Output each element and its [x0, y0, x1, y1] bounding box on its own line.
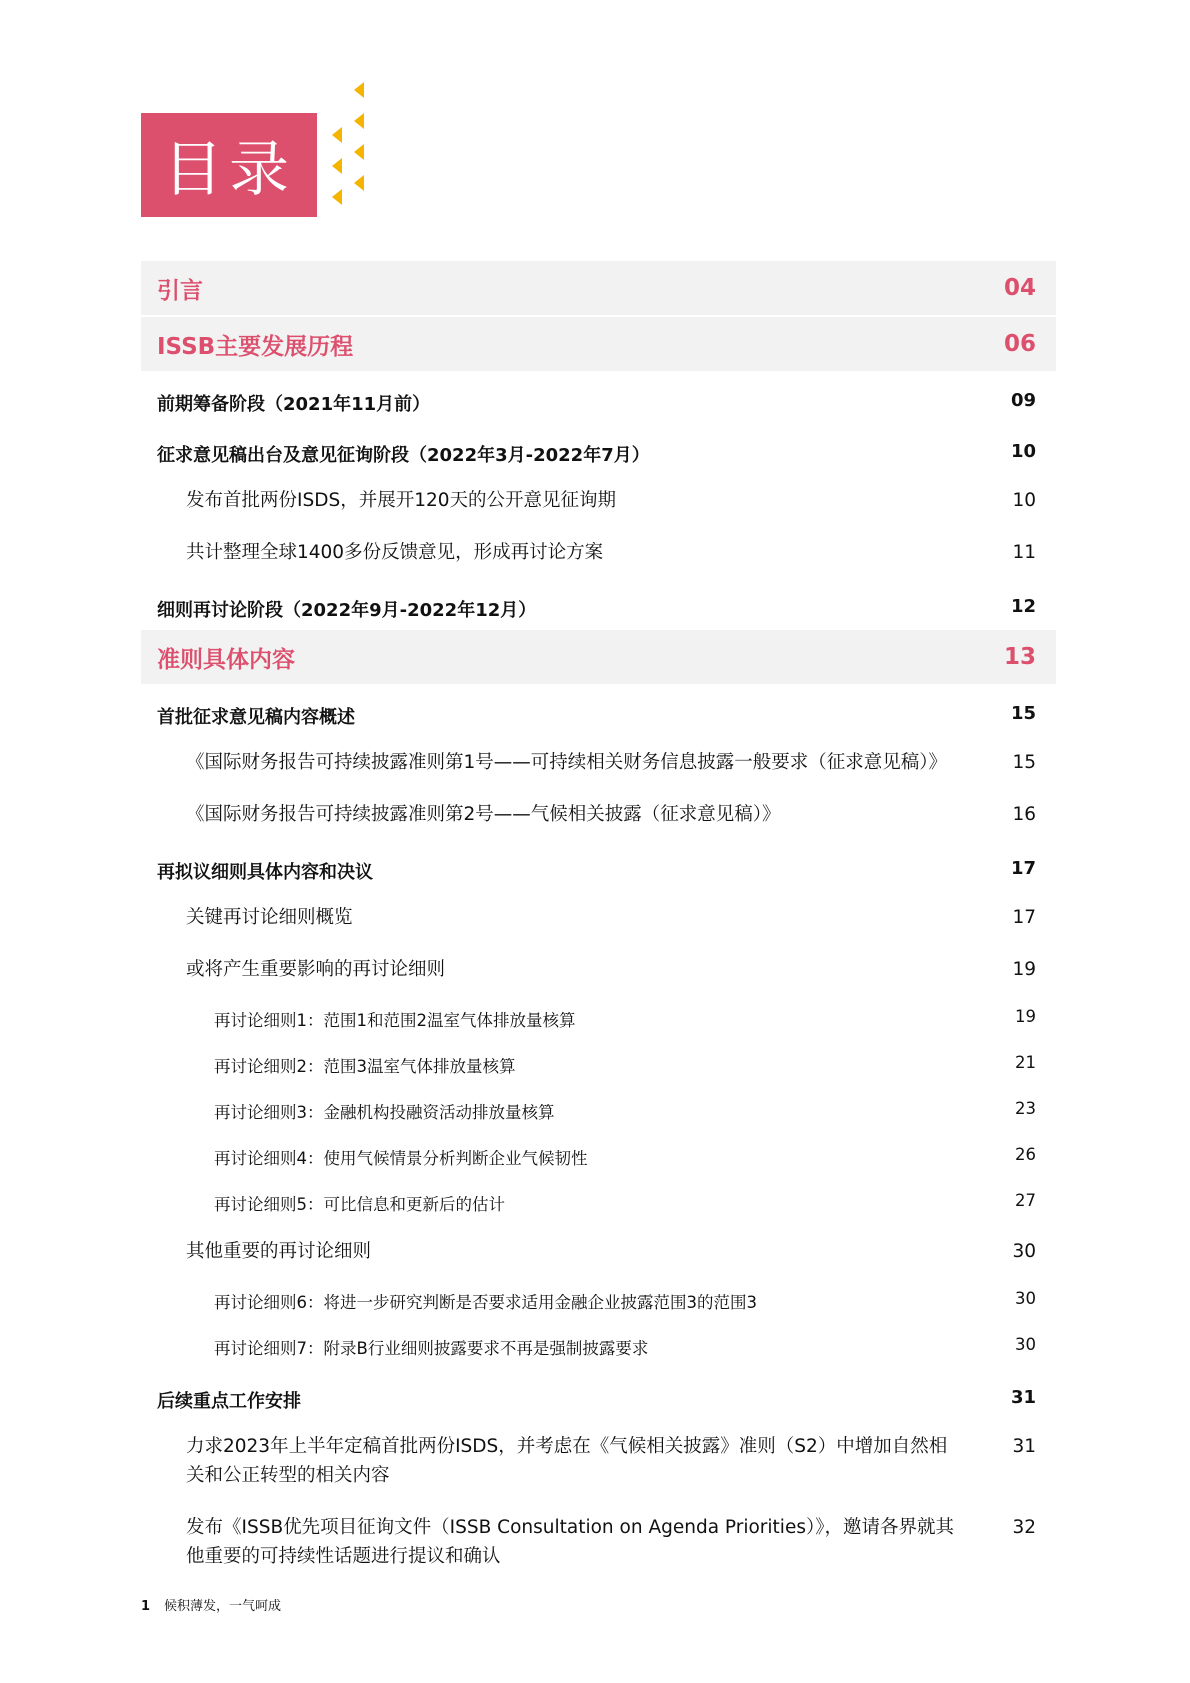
toc-entry-page: 12 [1010, 596, 1036, 617]
toc-entry-title: 再拟议细则具体内容和决议 [157, 862, 373, 883]
toc-entry[interactable] [141, 527, 1056, 579]
toc-entry[interactable] [141, 789, 1056, 841]
toc-entry-title: 准则具体内容 [157, 646, 295, 673]
page-footer [141, 1595, 281, 1614]
toc-entry[interactable] [141, 686, 1056, 737]
toc-entry-page: 19 [1012, 959, 1036, 980]
toc-entry-page: 27 [1015, 1191, 1036, 1210]
toc-entry-title: 力求2023年上半年定稿首批两份ISDS，并考虑在《气候相关披露》准则（S2）中增加自然相关和公正转型的相关内容 [186, 1436, 948, 1486]
toc-entry-title: 《国际财务报告可持续披露准则第1号——可持续相关财务信息披露一般要求（征求意见稿）》 [186, 752, 948, 773]
toc-entry-page: 30 [1012, 1241, 1036, 1262]
toc-entry-title: 关键再讨论细则概览 [186, 907, 353, 928]
toc-entry[interactable] [141, 1226, 1056, 1278]
toc-entry[interactable] [141, 737, 1056, 789]
toc-entry-title: 发布《ISSB优先项目征询文件（ISSB Consultation on Agenda Priorities）》，邀请各界就其他重要的可持续性话题进行提议和确认 [186, 1517, 954, 1567]
toc-entry-page: 10 [1012, 490, 1036, 511]
toc-entry[interactable] [141, 261, 1056, 315]
toc-entry-page: 21 [1015, 1053, 1036, 1072]
toc-entry-title: ISSB主要发展历程 [157, 333, 354, 360]
toc-entry[interactable] [141, 1502, 1056, 1583]
footer-page-number: 1 [141, 1599, 151, 1614]
toc-entry[interactable] [141, 630, 1056, 684]
toc-entry-page: 15 [1012, 752, 1036, 773]
toc-entry-page: 06 [1003, 331, 1036, 357]
toc-entry-title: 细则再讨论阶段（2022年9月-2022年12月） [157, 600, 537, 621]
toc-entry[interactable] [141, 424, 1056, 475]
toc-entry-title: 再讨论细则1：范围1和范围2温室气体排放量核算 [214, 1011, 576, 1030]
toc-entry-page: 32 [1012, 1517, 1036, 1538]
toc-entry-page: 10 [1010, 441, 1036, 462]
toc-entry[interactable] [141, 373, 1056, 424]
toc-entry-title: 再讨论细则7：附录B行业细则披露要求不再是强制披露要求 [214, 1339, 649, 1358]
toc-entry[interactable] [141, 1088, 1056, 1134]
toc-entry[interactable] [141, 1370, 1056, 1421]
toc-entry-title: 发布首批两份ISDS，并展开120天的公开意见征询期 [186, 490, 617, 511]
toc-entry-page: 23 [1015, 1099, 1036, 1118]
toc-entry-page: 11 [1012, 542, 1036, 563]
table-of-contents [141, 261, 1056, 1583]
toc-entry-page: 31 [1012, 1436, 1036, 1457]
toc-entry-title: 再讨论细则3：金融机构投融资活动排放量核算 [214, 1103, 555, 1122]
toc-entry-title: 《国际财务报告可持续披露准则第2号——气候相关披露（征求意见稿）》 [186, 804, 781, 825]
toc-entry-title: 再讨论细则2：范围3温室气体排放量核算 [214, 1057, 516, 1076]
toc-entry-page: 26 [1015, 1145, 1036, 1164]
toc-entry[interactable] [141, 841, 1056, 892]
toc-entry-title: 再讨论细则5：可比信息和更新后的估计 [214, 1195, 505, 1214]
toc-entry[interactable] [141, 1421, 1056, 1502]
toc-entry[interactable] [141, 317, 1056, 371]
toc-entry-page: 16 [1012, 804, 1036, 825]
toc-entry-title: 征求意见稿出台及意见征询阶段（2022年3月-2022年7月） [157, 445, 650, 466]
toc-entry-page: 17 [1012, 907, 1036, 928]
toc-entry-page: 13 [1003, 644, 1036, 670]
toc-entry-title: 引言 [157, 277, 203, 304]
toc-entry[interactable] [141, 1180, 1056, 1226]
toc-entry-title: 共计整理全球1400多份反馈意见，形成再讨论方案 [186, 542, 604, 563]
toc-entry-page: 17 [1010, 858, 1036, 879]
decorative-arrows-icon [322, 80, 382, 215]
page-title: 目录 [141, 113, 317, 217]
toc-entry-page: 30 [1015, 1335, 1036, 1354]
footer-slogan: 候积薄发，一气呵成 [164, 1599, 282, 1614]
toc-entry-page: 19 [1015, 1007, 1036, 1026]
toc-entry-page: 15 [1010, 703, 1036, 724]
toc-entry[interactable] [141, 892, 1056, 944]
toc-entry[interactable] [141, 1324, 1056, 1370]
toc-entry-title: 或将产生重要影响的再讨论细则 [186, 959, 446, 980]
toc-entry-page: 09 [1010, 390, 1036, 411]
toc-entry[interactable] [141, 944, 1056, 996]
toc-entry-title: 其他重要的再讨论细则 [186, 1241, 372, 1262]
toc-entry[interactable] [141, 579, 1056, 630]
toc-entry-page: 04 [1003, 275, 1036, 301]
toc-entry[interactable] [141, 1042, 1056, 1088]
toc-entry-title: 前期筹备阶段（2021年11月前） [157, 394, 431, 415]
toc-entry-title: 后续重点工作安排 [157, 1391, 301, 1412]
toc-entry[interactable] [141, 996, 1056, 1042]
toc-entry-title: 再讨论细则4：使用气候情景分析判断企业气候韧性 [214, 1149, 588, 1168]
toc-entry[interactable] [141, 475, 1056, 527]
toc-entry[interactable] [141, 1278, 1056, 1324]
toc-entry-title: 首批征求意见稿内容概述 [157, 707, 355, 728]
toc-entry-page: 31 [1010, 1387, 1036, 1408]
toc-entry-title: 再讨论细则6：将进一步研究判断是否要求适用金融企业披露范围3的范围3 [214, 1293, 757, 1312]
toc-entry-page: 30 [1015, 1289, 1036, 1308]
toc-entry[interactable] [141, 1134, 1056, 1180]
